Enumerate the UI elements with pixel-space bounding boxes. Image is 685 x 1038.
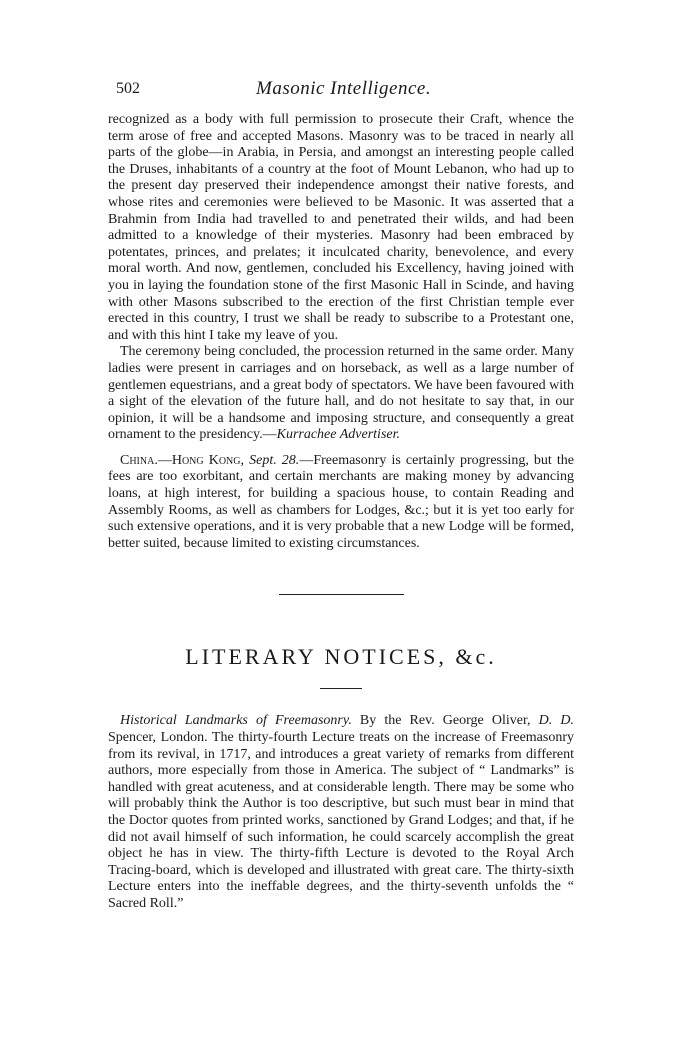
review-author: By the Rev. George Oliver, xyxy=(351,713,539,729)
review-text: Spencer, London. The thirty-fourth Lecture treats on the increase of Freemasonry from its revival, in 1717, and introduces a great variety of remarks from different authors, more especially from those in America. The subject of “ Landmarks” is handled with great acuteness, and at considerable length. There may be some who will probably think the Author is too descriptive, but such must bear in mind that the Doctor quotes from printed works, sanctioned by Grand Lodges; and that, if he did not avail himself of such information, he could scarcely accomplish the great object he has in view. The thirty-fifth Lecture is devoted to the Royal Arch Tracing-board, which is developed and illustrated with great care. The thirty-sixth Lecture enters into the ineffable degrees, and the thirty-seventh unfolds the “ Sacred Roll.” xyxy=(108,730,574,911)
body-paragraph-1: recognized as a body with full permission to prosecute their Craft, whence the term arose of free and accepted Masons. Masonry was to be traced in nearly all parts of the globe—in Arabia, in Persia, and amongst an interesting people called the Druses, inhabitants of a country at the foot of Mount Lebanon, who had up to the present day preserved their independence amongst their native forests, and whose rites and ceremonies were believed to be Masonic. It was asserted that a Brahmin from India had travelled to and penetrated their wilds, and had been admitted to a knowledge of their mysteries. Masonry had been embraced by potentates, princes, and prelates; it inculcated charity, benevolence, and every moral worth. And now, gentlemen, concluded his Excellency, having joined with you in laying the foundation stone of the first Masonic Hall in Scinde, and having with other Masons subscribed to the erection of the first Christian temple ever erected in this country, I trust we shall be ready to subscribe to a Protestant one, and with this hint I take my leave of you. xyxy=(108,112,574,343)
paragraph-2-text: The ceremony being concluded, the procession returned in the same order. Many ladies were present in carriages and on horseback, as well as a large number of gentlemen equestrians, and a great body of spectators. We have been favoured with a sight of the elevation of the future hall, and do not hesitate to say that, in our opinion, it will be a handsome and imposing structure, and consequently a great ornament to the presidency.— xyxy=(108,344,574,443)
place-heading: Hong Kong, xyxy=(171,452,244,468)
section-divider xyxy=(279,594,404,595)
book-title: Historical Landmarks of Freemasonry. xyxy=(120,713,352,729)
source-citation: Kurrachee Advertiser. xyxy=(276,427,400,443)
running-head xyxy=(108,78,574,102)
dateline: Sept. 28. xyxy=(249,452,300,468)
body-paragraph-3 xyxy=(108,453,574,553)
title-underline xyxy=(320,688,362,689)
dash: — xyxy=(157,452,172,468)
country-heading: China. xyxy=(120,452,158,468)
running-title: Masonic Intelligence. xyxy=(256,78,432,99)
body-paragraph-2 xyxy=(108,344,574,444)
page xyxy=(108,78,574,913)
page-number: 502 xyxy=(116,80,140,97)
author-degree: D. D. xyxy=(538,713,574,729)
section-title: LITERARY NOTICES, &c. xyxy=(185,644,497,670)
paragraph-3-text: —Freemasonry is certainly progressing, but the fees are too exorbitant, and certain merchants are making money by advancing loans, at high interest, for building a spacious house, to contain Reading and Assembly Rooms, as well as chambers for Lodges, &c.; but it is yet too early for such extensive operations, and it is very probable that a new Lodge will be formed, better suited, because limited to existing circumstances. xyxy=(108,452,575,551)
review-paragraph xyxy=(108,713,574,912)
